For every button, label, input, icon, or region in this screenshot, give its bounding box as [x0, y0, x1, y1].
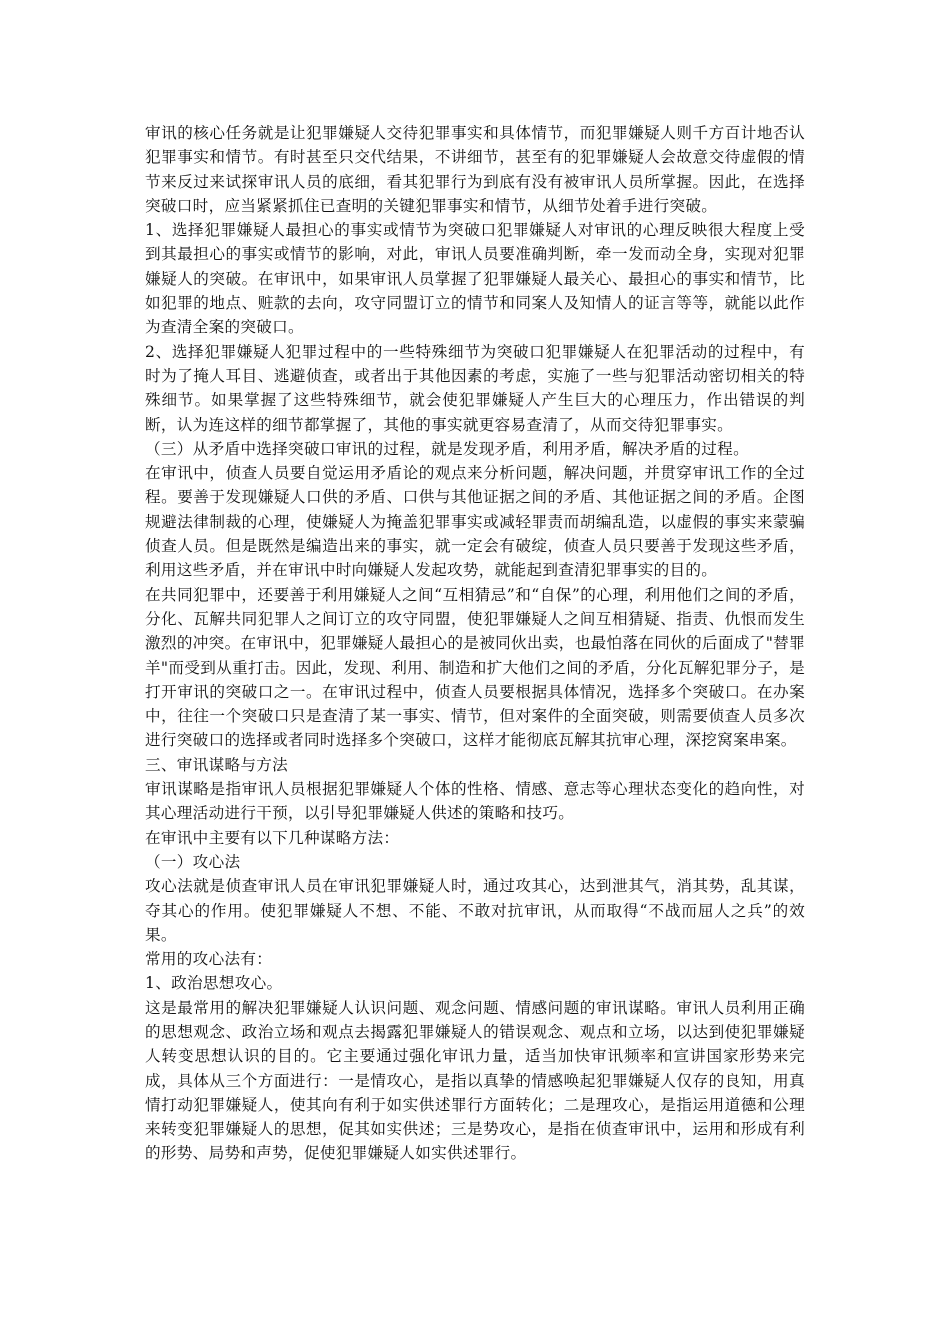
subheading-contradiction: （三）从矛盾中选择突破口审讯的过程，就是发现矛盾，利用矛盾，解决矛盾的过程。	[145, 439, 749, 458]
paragraph-strategy-definition: 审讯谋略是指审讯人员根据犯罪嫌疑人个体的性格、情感、意志等心理状态变化的趋向性，对其心理活动进行干预，以引导犯罪嫌疑人供述的策略和技巧。	[145, 780, 805, 823]
paragraph-intro: 审讯的核心任务就是让犯罪嫌疑人交待犯罪事实和具体情节，而犯罪嫌疑人则千方百计地否认犯罪事实和情节。有时甚至只交代结果，不讲细节，甚至有的犯罪嫌疑人会故意交待虚假的情节来反过来试探审讯人员的底细，看其犯罪行为到底有没有被审讯人员所掌握。因此，在选择突破口时，应当紧紧抓住已查明的关键犯罪事实和情节，从细节处着手进行突破。	[145, 124, 805, 215]
paragraph-joint-crime: 在共同犯罪中，还要善于利用嫌疑人之间“互相猜忌”和“自保”的心理，利用他们之间的矛盾，分化、瓦解共同犯罪人之间订立的攻守同盟，使犯罪嫌疑人之间互相猜疑、指责、仇恨而发生激烈的冲突。在审讯中，犯罪嫌疑人最担心的是被同伙出卖，也最怕落在同伙的后面成了"替罪羊"而受到从重打击。因此，发现、利用、制造和扩大他们之间的矛盾，分化瓦解犯罪分子，是打开审讯的突破口之一。在审讯过程中，侦查人员要根据具体情况，选择多个突破口。在办案中，往往一个突破口只是查清了某一事实、情节，但对案件的全面突破，则需要侦查人员多次进行突破口的选择或者同时选择多个突破口，这样才能彻底瓦解其抗审心理，深挖窝案串案。	[145, 585, 805, 750]
paragraph-point-2: 2、选择犯罪嫌疑人犯罪过程中的一些特殊细节为突破口犯罪嫌疑人在犯罪活动的过程中，有时为了掩人耳目、逃避侦查，或者出于其他因素的考虑，实施了一些与犯罪活动密切相关的特殊细节。如果掌握了这些特殊细节，就会使犯罪嫌疑人产生巨大的心理压力，作出错误的判断，认为连这样的细节都掌握了，其他的事实就更容易查清了，从而交待犯罪事实。	[145, 342, 805, 434]
paragraph-political: 这是最常用的解决犯罪嫌疑人认识问题、观念问题、情感问题的审讯谋略。审讯人员利用正确的思想观念、政治立场和观点去揭露犯罪嫌疑人的错误观念、观点和立场，以达到使犯罪嫌疑人转变思想认识的目的。它主要通过强化审讯力量，适当加快审讯频率和宣讲国家形势来完成，具体从三个方面进行：一是情攻心，是指以真挚的情感唤起犯罪嫌疑人仅存的良知，用真情打动犯罪嫌疑人，使其向有利于如实供述罪行方面转化；二是理攻心，是指运用道德和公理来转变犯罪嫌疑人的思想，促其如实供述；三是势攻心，是指在侦查审讯中，运用和形成有利的形势、局势和声势，促使犯罪嫌疑人如实供述罪行。	[145, 998, 805, 1163]
paragraph-point-1: 1、选择犯罪嫌疑人最担心的事实或情节为突破口犯罪嫌疑人对审讯的心理反映很大程度上受到其最担心的事实或情节的影响，对此，审讯人员要准确判断，牵一发而动全身，实现对犯罪嫌疑人的突破。在审讯中，如果审讯人员掌握了犯罪嫌疑人最关心、最担心的事实和情节，比如犯罪的地点、赃款的去向，攻守同盟订立的情节和同案人及知情人的证言等等，就能以此作为查清全案的突破口。	[145, 221, 805, 337]
paragraph-attack-mind: 攻心法就是侦查审讯人员在审讯犯罪嫌疑人时，通过攻其心，达到泄其气，消其势，乱其谋，夺其心的作用。使犯罪嫌疑人不想、不能、不敢对抗审讯，从而取得“不战而屈人之兵”的效果。	[145, 877, 805, 944]
paragraph-strategy-intro: 在审讯中主要有以下几种谋略方法：	[145, 828, 400, 847]
document-body	[145, 121, 805, 1166]
subheading-political: 1、政治思想攻心。	[145, 974, 283, 993]
subheading-attack-mind: （一）攻心法	[145, 852, 241, 871]
paragraph-contradiction: 在审讯中，侦查人员要自觉运用矛盾论的观点来分析问题，解决问题，并贯穿审讯工作的全过程。要善于发现嫌疑人口供的矛盾、口供与其他证据之间的矛盾、其他证据之间的矛盾。企图规避法律制裁的心理，使嫌疑人为掩盖犯罪事实或减轻罪责而胡编乱造，以虚假的事实来蒙骗侦查人员。但是既然是编造出来的事实，就一定会有破绽，侦查人员只要善于发现这些矛盾，利用这些矛盾，并在审讯中时向嫌疑人发起攻势，就能起到查清犯罪事实的目的。	[145, 464, 805, 580]
paragraph-common-methods: 常用的攻心法有：	[145, 950, 273, 969]
section-heading-strategy: 三、审讯谋略与方法	[145, 755, 289, 774]
